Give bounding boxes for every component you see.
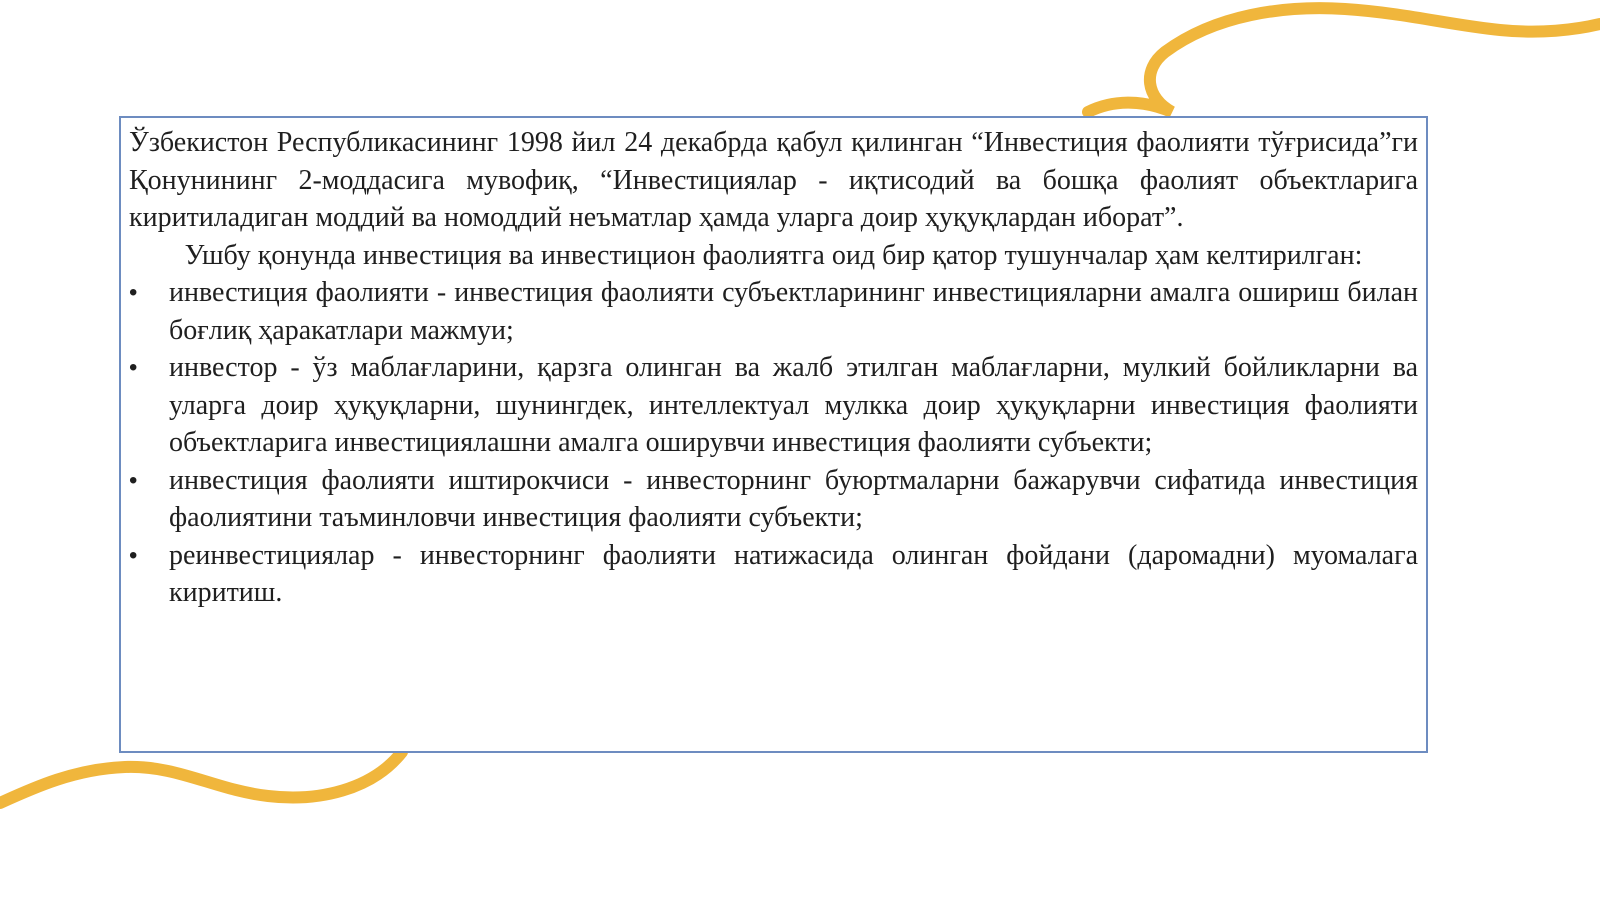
list-item [129,274,1418,349]
bottom-left-ribbon [0,752,402,803]
list-item [129,462,1418,537]
list-item-text: инвестиция фаолияти иштирокчиси - инвесторнинг буюртмаларни бажарувчи сифатида инвестиция фаолиятини таъминловчи инвестиция фаолияти субъекти; [169,464,1418,533]
list-item-text: инвестиция фаолияти - инвестиция фаолияти субъектларининг инвестицияларни амалга ошириш билан боғлиқ ҳаракатлари мажмуи; [169,277,1418,346]
intro-paragraph: Ўзбекистон Республикасининг 1998 йил 24 декабрда қабул қилинган “Инвестиция фаолияти тўғрисида”ги Қонунининг 2-моддасига мувофиқ, “Инвестициялар - иқтисодий ва бошқа фаолият объектларига киритиладиган моддий ва номоддий неъматлар ҳамда уларга доир ҳуқуқлардан иборат”. [129,127,1418,233]
top-right-ribbon [1088,8,1600,112]
bullet-icon: • [129,279,138,306]
bullet-icon: • [129,541,138,569]
content-text-box [119,116,1428,753]
bullet-icon: • [129,466,138,494]
definitions-list [129,274,1418,612]
list-item [129,349,1418,462]
lead-paragraph: Ушбу қонунда инвестиция ва инвестицион фаолиятга оид бир қатор тушунчалар ҳам келтирилган: [184,239,1363,271]
list-item-text: реинвестициялар - инвесторнинг фаолияти натижасида олинган фойдани (даромадни) муомалага киритиш. [169,539,1418,608]
list-item-text: инвестор - ўз маблағларини, қарзга олинган ва жалб этилган маблағларни, мулкий бойликларни ва уларга доир ҳуқуқларни, шунингдек, интеллектуал мулкка доир ҳуқуқларни инвестиция фаолияти объектларига инвестициялашни амалга оширувчи инвестиция фаолияти субъекти; [169,352,1418,458]
bullet-icon: • [129,354,138,381]
list-item [129,537,1418,612]
